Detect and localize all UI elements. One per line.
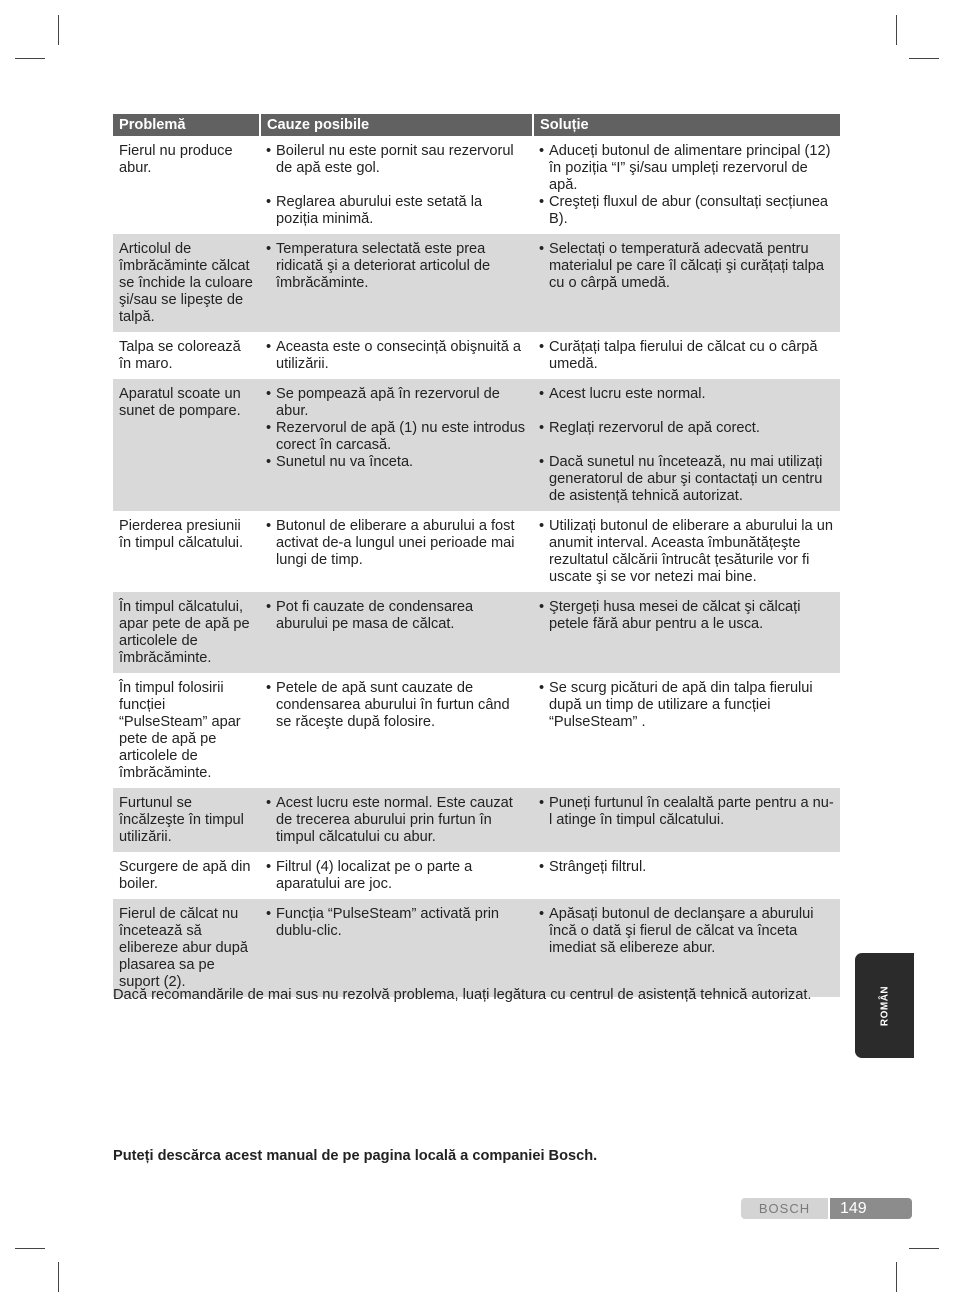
table-row bbox=[113, 852, 840, 899]
problem-cell: Talpa se colorează în maro. bbox=[119, 339, 241, 372]
crop-mark bbox=[58, 15, 59, 45]
solution-item: • Utilizați butonul de eliberare a aburului la un anumit interval. Aceasta îmbunătățeşte rezultatul călcării întrucât țesăturile vor fi uscate şi se vor netezi mai bine. bbox=[539, 518, 835, 586]
problem-cell: Articolul de îmbrăcăminte călcat se închide la culoare şi/sau se lipeşte de talpă. bbox=[113, 234, 260, 332]
cause-item: • Filtrul (4) localizat pe o parte a aparatului are joc. bbox=[266, 859, 528, 893]
solution-item: • Acest lucru este normal. bbox=[539, 386, 835, 403]
solutions-cell bbox=[533, 332, 840, 379]
solution-item: • Aduceți butonul de alimentare principal (12) în poziția “I” şi/sau umpleți rezervorul de apă. bbox=[539, 143, 835, 194]
cause-item: • Aceasta este o consecință obişnuită a utilizării. bbox=[266, 339, 528, 373]
problem-cell: În timpul călcatului, apar pete de apă pe articolele de îmbrăcăminte. bbox=[113, 592, 260, 673]
download-note: Puteți descărca acest manual de pe pagina locală a companiei Bosch. bbox=[113, 1148, 598, 1164]
causes-cell bbox=[260, 788, 533, 852]
footer-brand: BOSCH bbox=[741, 1198, 828, 1219]
solutions-cell bbox=[533, 136, 840, 234]
table-row bbox=[113, 332, 840, 379]
cause-item: • Temperatura selectată este prea ridicată şi a deteriorat articolul de îmbrăcăminte. bbox=[266, 241, 528, 292]
causes-cell bbox=[260, 136, 533, 234]
troubleshooting-table bbox=[113, 114, 840, 997]
solution-item: • Selectați o temperatură adecvată pentru materialul pe care îl călcați şi curățați talpa cu o cârpă umedă. bbox=[539, 241, 835, 292]
cause-item: • Reglarea aburului este setată la poziția minimă. bbox=[266, 194, 528, 228]
solutions-cell bbox=[533, 234, 840, 332]
causes-cell bbox=[260, 852, 533, 899]
problem-cell: Aparatul scoate un sunet de pompare. bbox=[113, 379, 260, 511]
crop-mark bbox=[58, 1262, 59, 1292]
table-row bbox=[113, 379, 840, 511]
crop-mark bbox=[15, 58, 45, 59]
crop-mark bbox=[896, 15, 897, 45]
cause-item: • Se pompează apă în rezervorul de abur. bbox=[266, 386, 528, 420]
table-row bbox=[113, 788, 840, 852]
causes-cell bbox=[260, 234, 533, 332]
cause-item: • Butonul de eliberare a aburului a fost activat de-a lungul unei perioade mai lungi de timp. bbox=[266, 518, 528, 569]
table-header-row bbox=[113, 114, 840, 136]
problem-cell: În timpul folosirii funcției “PulseSteam” apar pete de apă pe articolele de îmbrăcăminte. bbox=[119, 680, 241, 781]
crop-mark bbox=[909, 58, 939, 59]
solution-item: • Reglați rezervorul de apă corect. bbox=[539, 420, 835, 437]
table-row bbox=[113, 592, 840, 673]
problem-cell: Furtunul se încălzeşte în timpul utilizării. bbox=[113, 788, 260, 852]
causes-cell bbox=[260, 673, 533, 788]
solution-item: • Dacă sunetul nu încetează, nu mai utilizați generatorul de abur şi contactați un centru de asistență tehnică autorizat. bbox=[539, 454, 835, 505]
problem-cell: Fierul nu produce abur. bbox=[119, 143, 233, 176]
cause-item: • Rezervorul de apă (1) nu este introdus corect în carcasă. bbox=[266, 420, 528, 454]
cause-item: • Sunetul nu va înceta. bbox=[266, 454, 528, 471]
page-number: 149 bbox=[830, 1198, 912, 1219]
solution-item: • Curățați talpa fierului de călcat cu o cârpă umedă. bbox=[539, 339, 835, 373]
service-note: Dacă recomandările de mai sus nu rezolvă problema, luați legătura cu centrul de asistență tehnică autorizat. bbox=[113, 987, 812, 1003]
crop-mark bbox=[909, 1248, 939, 1249]
table-row bbox=[113, 511, 840, 592]
cause-item: • Acest lucru este normal. Este cauzat de trecerea aburului prin furtun în timpul călcatului cu abur. bbox=[266, 795, 528, 846]
problem-cell: Fierul de călcat nu încetează să elibereze abur după plasarea sa pe suport (2). bbox=[113, 899, 260, 997]
solutions-cell bbox=[533, 592, 840, 673]
table-row bbox=[113, 234, 840, 332]
solutions-cell bbox=[533, 852, 840, 899]
language-tab-label: ROMÂN bbox=[879, 985, 890, 1026]
solution-item: • Ştergeți husa mesei de călcat şi călcați petele fără abur pentru a le usca. bbox=[539, 599, 835, 633]
causes-cell bbox=[260, 592, 533, 673]
solution-item: • Creşteți fluxul de abur (consultați secțiunea B). bbox=[539, 194, 835, 228]
cause-item: • Petele de apă sunt cauzate de condensarea aburului în furtun când se răceşte după folosire. bbox=[266, 680, 528, 731]
causes-cell bbox=[260, 899, 533, 997]
solutions-cell bbox=[533, 511, 840, 592]
causes-cell bbox=[260, 332, 533, 379]
header-problem: Problemă bbox=[113, 114, 260, 136]
solution-item: • Puneți furtunul în cealaltă parte pentru a nu-l atinge în timpul călcatului. bbox=[539, 795, 835, 829]
header-solution: Soluție bbox=[533, 114, 840, 136]
header-causes: Cauze posibile bbox=[260, 114, 533, 136]
cause-item: • Boilerul nu este pornit sau rezervorul de apă este gol. bbox=[266, 143, 528, 177]
causes-cell bbox=[260, 379, 533, 511]
solutions-cell bbox=[533, 379, 840, 511]
solution-item: • Strângeți filtrul. bbox=[539, 859, 835, 876]
solutions-cell bbox=[533, 899, 840, 997]
table-row bbox=[113, 899, 840, 997]
solutions-cell bbox=[533, 673, 840, 788]
cause-item: • Funcția “PulseSteam” activată prin dublu-clic. bbox=[266, 906, 528, 940]
language-tab bbox=[855, 953, 914, 1058]
cause-item: • Pot fi cauzate de condensarea aburului pe masa de călcat. bbox=[266, 599, 528, 633]
table-row bbox=[113, 673, 840, 788]
crop-mark bbox=[15, 1248, 45, 1249]
problem-cell: Pierderea presiunii în timpul călcatului. bbox=[119, 518, 244, 551]
crop-mark bbox=[896, 1262, 897, 1292]
table-row bbox=[113, 136, 840, 234]
solution-item: • Se scurg picături de apă din talpa fierului după un timp de utilizare a funcției “PulseSteam” . bbox=[539, 680, 835, 731]
solutions-cell bbox=[533, 788, 840, 852]
solution-item: • Apăsați butonul de declanşare a aburului încă o dată şi fierul de călcat va înceta imediat să elibereze abur. bbox=[539, 906, 835, 957]
causes-cell bbox=[260, 511, 533, 592]
problem-cell: Scurgere de apă din boiler. bbox=[119, 859, 251, 892]
